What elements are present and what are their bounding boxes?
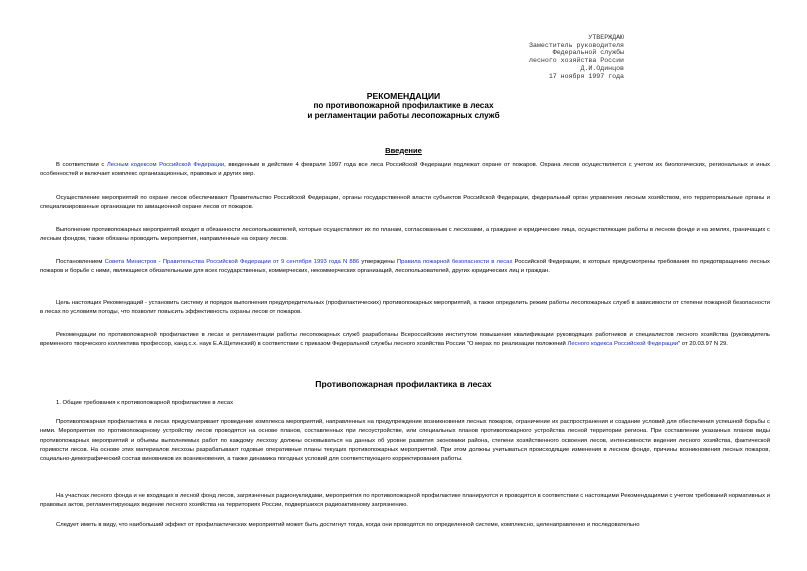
government-decree-link[interactable]: Совета Министров - Правительства Российской Федерации от 9 сентября 1993 года N 886 <box>104 259 360 265</box>
intro-paragraph-1 <box>40 161 770 180</box>
section-item-1: 1. Общие требования к противопожарной профилактике в лесах <box>56 400 234 406</box>
text-span: , введенным в действие 4 февраля 1997 года все леса Российской Федерации подлежат охране от пожаров. Охрана лесов осуществляется с учетом их биологических, региональных и иных особенностей и включает комплекс организационных, правовых и других мер. <box>40 162 770 178</box>
text-span: Рекомендации по противопожарной профилактике в лесах и регламентации работы лесопожарных служб разработаны Всероссийским институтом повышения квалификации руководящих работников и специалистов лесного хозяйства (руководитель временного творческого коллектива профессор, канд.с.х. наук Е.А.Щетинский) в соответствии с приказом Федеральной службы лесного хозяйства России "О мерах по реализации положений <box>40 332 770 348</box>
intro-heading: Введение <box>385 146 422 155</box>
text-span: утверждены <box>359 259 397 265</box>
fire-safety-rules-link[interactable]: Правила пожарной безопасности в лесах <box>396 259 513 265</box>
approval-line: 17 ноября 1997 года <box>548 72 624 80</box>
intro-paragraph-2: Осуществление мероприятий по охране лесов обеспечивают Правительство Российской Федерации, органы государственной власти субъектов Российской Федерации, федеральный орган управления лесным хозяйством, его территориальные органы и специализированные организации по авиационной охране лесов от пожаров. <box>40 195 770 211</box>
title-line-1: РЕКОМЕНДАЦИИ <box>366 91 441 101</box>
approval-line: Заместитель руководителя <box>529 41 624 49</box>
section-heading: Противопожарная профилактика в лесах <box>315 379 492 389</box>
intro-paragraph-3: Выполнение противопожарных мероприятий входит в обязанности лесопользователей, которые осуществляют их по планам, согласованным с лесхозами, а граждане и юридические лица, осуществляющие работы в лесном фонде и на землях, граничащих с лесным фондом, также обязаны проводить мероприятия, направленные на охрану лесов. <box>40 227 770 243</box>
forest-code-link[interactable]: Лесным кодексом Российской Федерации <box>106 162 225 168</box>
forest-code-link[interactable]: Лесного кодекса Российской Федерации <box>567 341 679 348</box>
intro-paragraph-4 <box>40 258 770 277</box>
section-paragraph-2: На участках лесного фонда и не входящих в лесной фонд лесов, загрязненных радионуклидами, мероприятия по противопожарной профилактике планируются и проводятся в соответствии с настоящими Рекомендациями с учетом требований нормативных и правовых актов, регламентирующих ведение лесного хозяйства на территориях России, подвергшихся радиоактивному загрязнению. <box>40 493 770 509</box>
text-span: Российской Федерации, в которых предусмотрены требования по предотвращению лесных пожаров и борьбе с ними, являющиеся обязательными для всех государственных, коммерческих, некоммерческих организаций, лесопользователей, других юридических лиц и граждан. <box>40 259 770 275</box>
title-line-3: и регламентации работы лесопожарных служб <box>307 111 500 120</box>
section-paragraph-1: Противопожарная профилактика в лесах предусматривает проведение комплекса мероприятий, направленных на предупреждение возникновения лесных пожаров, ограничение их распространения и создание условий для обеспечения успешной борьбы с ними. Мероприятия по противопожарному устройству лесов проводятся на основе планов, составленных при лесоустройстве, или специальных планов противопожарного устройства лесной территории региона. При составлении указанных планов виды противопожарных мероприятий и объемы выполняемых работ по каждому лесхозу должны основываться на данных об уровне развития экономики района, степени хозяйственного освоения лесов, интенсивности ведения лесного хозяйства, фактической горимости лесов. На основе этих материалов лесхозы разрабатывают годовые оперативные планы текущих противопожарных мероприятий. При этом должны учитываться происходящие изменения в лесном фонде, причины возникновения лесных пожаров, социально-демографический состав виновников их возникновения, а также динамика погодных условий для соответствующего корректирования работы. <box>40 419 770 463</box>
approval-line: лесного хозяйства России <box>529 57 624 65</box>
text-span: " от 20.03.97 N 29. <box>678 341 728 348</box>
text-span: В соответствии с <box>56 162 107 168</box>
section-paragraph-3: Следует иметь в виду, что наибольший эффект от профилактических мероприятий может быть достигнут тогда, когда они проводятся по определенной системе, комплексно, целенаправленно и последовательно <box>56 522 640 528</box>
intro-paragraph-6 <box>40 331 770 350</box>
text-span: Постановлением <box>56 259 105 265</box>
approval-line: УТВЕРЖДАЮ <box>588 34 624 41</box>
intro-paragraph-5: Цель настоящих Рекомендаций - установить систему и порядок выполнения предупредительных (профилактических) противопожарных мероприятий, а также определить режим работы лесопожарных служб в зависимости от степени пожарной безопасности в лесах по условиям погоды, что позволит повысить эффективность охраны лесов от пожаров. <box>40 300 770 316</box>
document-title <box>0 91 807 121</box>
approval-block <box>529 34 624 80</box>
title-line-2: по противопожарной профилактике в лесах <box>313 101 494 110</box>
approval-line: Федеральной службы <box>552 49 624 57</box>
approval-line: Д.И.Одинцов <box>580 64 624 72</box>
